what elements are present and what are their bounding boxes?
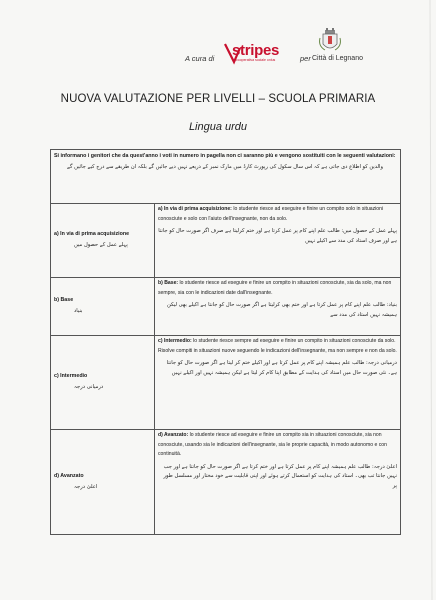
table-row <box>51 278 400 336</box>
level-text: lo studente riesce sempre ad eseguire e finire un compito in situazioni conosciute da solo. Risolve compiti in situazioni nuove seguendo le indicazioni dell'insegnante, ma non sempre e non da solo. <box>158 338 397 354</box>
table-row <box>51 204 400 278</box>
level-description-cell <box>155 430 400 534</box>
level-heading: b) Base: <box>158 280 179 286</box>
stripes-tagline: cooperativa sociale onlus <box>236 58 276 62</box>
level-text: lo studente riesce ad eseguire e finire un compito in situazioni conosciute, sia da solo, ma non sempre, sia con le indicazioni date dall'insegnante. <box>158 280 392 296</box>
per-text: per <box>300 54 311 63</box>
header <box>0 28 436 68</box>
level-description <box>158 431 397 460</box>
level-description-urdu: بنیاد: طالب علم اپنے کام پر عمل کرتا ہے اور ختم بھی کرلیتا ہے اگر صورت حال کو جانتا ہے اکیلے بھی لیکن ہمیشہ نہیں استاد کی مدد سے <box>167 302 397 318</box>
level-text: lo studente riesce ad eseguire e finire un compito solo in situazioni conosciute e solo con l'aiuto dell'insegnante, non da solo. <box>158 206 384 222</box>
level-description-cell <box>155 278 400 335</box>
level-description-urdu: اعلیٰ درجہ: طالب علم ہمیشہ اپنے کام پر عمل کرتا ہے اور ختم کرتا ہے اگر صورت حال کو جانتا ہے اور جب نہیں جانتا تب بھی۔ استاد کی ہدایت کو استعمال کرتے ہوئے اور اپنی قابلیت سے خود مختار اور مسلسل طور پر <box>163 463 397 489</box>
intro-cell <box>51 150 400 204</box>
level-description <box>158 205 397 224</box>
level-label-urdu: پہلے عمل کے حصول میں <box>74 242 128 249</box>
level-label: b) Base <box>54 297 74 304</box>
level-description-urdu: درمیانی درجہ: طالب علم ہمیشہ اپنے کام پر عمل کرتا ہے اور اکیلے ختم کر لیتا ہے اگر صورت حال کو جانتا ہے۔ نئی صورت حال میں استاد کی ہدایت کے مطابق اپنا کام کر لیتا ہے لیکن ہمیشہ نہیں اور اکیلے نہیں <box>166 360 397 376</box>
document-title: NUOVA VALUTAZIONE PER LIVELLI – SCUOLA PRIMARIA <box>60 93 376 105</box>
level-description-cell <box>155 336 400 429</box>
table-row <box>51 336 400 430</box>
level-description <box>158 279 397 298</box>
level-description-urdu: پہلے عمل کے حصول میں: طالب علم اپنے کام پر عمل کرتا ہے اور ختم کرلیتا ہے صرف اگر صورت حال کو جانتا ہے اور صرف استاد کی مدد سے اکیلے نہیں <box>158 228 397 244</box>
level-label: d) Avanzato <box>54 472 84 479</box>
level-label-cell <box>51 430 155 534</box>
intro-italian-text: Si informano i genitori che da quest'anno i voti in numero in pagella non ci saranno più e vengono sostituiti con le seguenti valutazioni: <box>54 153 396 159</box>
level-label: a) In via di prima acquisizione <box>54 231 130 238</box>
level-label-cell <box>51 278 155 335</box>
level-description-cell <box>155 204 400 277</box>
citta-di-legnano-text: Città di Legnano <box>312 55 363 62</box>
level-label-cell <box>51 204 155 277</box>
stripes-brand-text: stripes <box>232 42 280 59</box>
level-heading: d) Avanzato: <box>158 432 189 438</box>
level-label-urdu: درمیانی درجہ <box>74 384 104 391</box>
intro-urdu-text: والدین کو اطلاع دی جاتی ہے کہ اس سال سکول کی رپورٹ کارڈ میں مارک نمبر کے ذریعے نہیں دیے جائیں گے بلکہ ان طریقے سے درج کیے جائیں گے <box>66 164 383 170</box>
level-heading: c) Intermedio: <box>158 338 192 344</box>
level-text: lo studente riesce ad eseguire e finire un compito sia in situazioni conosciute, sia non conosciute, usando sia le indicazioni dell'insegnante, sia le proprie capacità, in modo autonomo e con continuità. <box>158 432 387 458</box>
level-label-urdu: اعلیٰ درجہ <box>74 483 98 490</box>
level-heading: a) In via di prima acquisizione: <box>158 206 232 212</box>
a-cura-di-text: A cura di <box>185 54 215 63</box>
document-subtitle: Lingua urdu <box>188 121 248 133</box>
level-label: c) Intermedio <box>54 373 88 380</box>
city-crest-icon <box>317 28 343 54</box>
table-row <box>51 430 400 534</box>
level-description <box>158 337 397 356</box>
evaluation-table <box>50 149 401 535</box>
level-label-urdu: بنیاد <box>74 308 83 315</box>
level-label-cell <box>51 336 155 429</box>
